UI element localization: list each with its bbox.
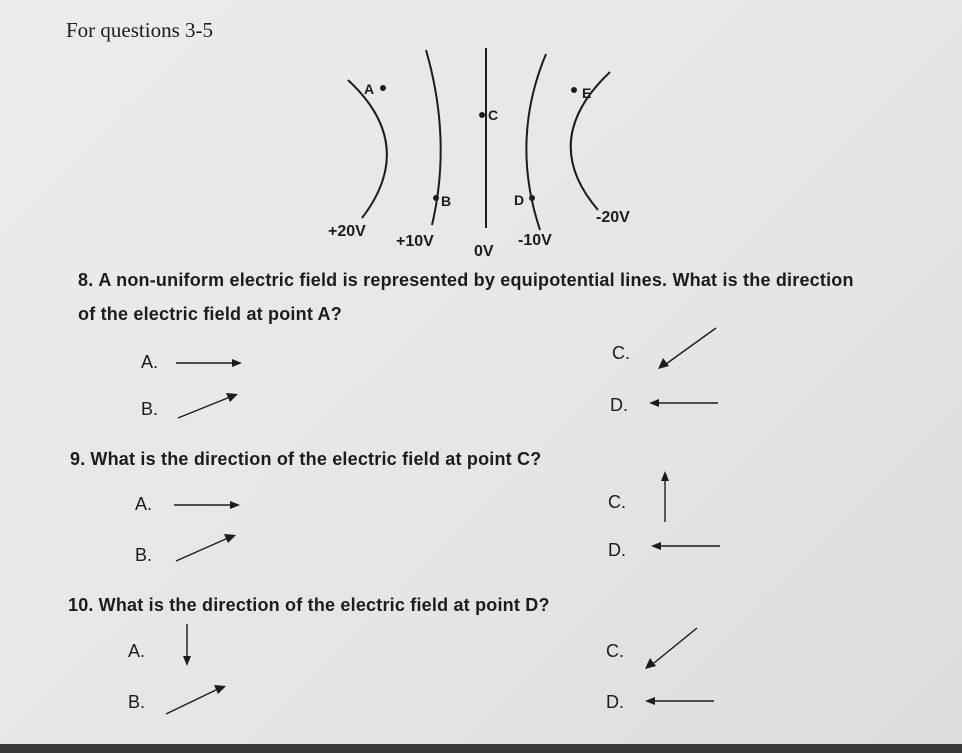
right-arrow-icon	[172, 498, 242, 512]
left-arrow-icon	[646, 396, 720, 410]
down-arrow-icon	[178, 622, 196, 668]
question-10-number: 10.	[68, 595, 94, 615]
equipotential-line-plus20	[348, 80, 387, 218]
point-b-label: B	[441, 193, 452, 209]
up-right-arrow-icon	[164, 682, 230, 716]
photo-bottom-edge	[0, 744, 962, 753]
question-8-number: 8.	[78, 270, 94, 290]
up-right-arrow-icon	[174, 531, 240, 563]
q10-option-a-label[interactable]: A.	[128, 641, 146, 661]
q10-option-d-label[interactable]: D.	[606, 692, 624, 712]
down-left-arrow-icon	[654, 326, 720, 372]
point-c-dot	[479, 112, 485, 118]
down-left-arrow-icon	[642, 626, 700, 672]
q8-option-c-label[interactable]: C.	[612, 343, 630, 363]
up-arrow-icon	[656, 468, 674, 524]
point-d-dot	[529, 195, 535, 201]
point-d-label: D	[514, 192, 525, 208]
left-arrow-icon	[642, 694, 716, 708]
point-e-dot	[571, 87, 577, 93]
q8-option-b-label[interactable]: B.	[141, 399, 159, 419]
question-10-body: What is the direction of the electric field at point D?	[98, 595, 550, 615]
potential-label-minus10: -10V	[518, 232, 552, 249]
question-9-text	[70, 449, 541, 470]
left-arrow-icon	[648, 539, 722, 553]
right-arrow-icon	[174, 356, 244, 370]
q10-option-c-label[interactable]: C.	[606, 641, 624, 661]
question-9-number: 9.	[70, 449, 86, 469]
question-8-line2: of the electric field at point A?	[78, 304, 342, 324]
point-c-label: C	[488, 107, 499, 123]
up-right-arrow-icon	[176, 390, 242, 420]
equipotential-line-minus10	[526, 54, 546, 230]
q9-option-b-label[interactable]: B.	[135, 545, 153, 565]
point-a-label: A	[364, 81, 375, 97]
section-heading: For questions 3-5	[66, 18, 213, 42]
question-10-text	[68, 595, 550, 616]
potential-label-minus20: -20V	[596, 209, 630, 226]
q9-option-c-label[interactable]: C.	[608, 492, 626, 512]
q10-option-b-label[interactable]: B.	[128, 692, 146, 712]
q9-option-a-label[interactable]: A.	[135, 494, 153, 514]
point-b-dot	[433, 195, 439, 201]
question-8-text	[78, 270, 854, 291]
question-9-body: What is the direction of the electric field at point C?	[90, 449, 542, 469]
potential-label-plus20: +20V	[328, 223, 366, 240]
q8-option-a-label[interactable]: A.	[141, 352, 159, 372]
q9-option-d-label[interactable]: D.	[608, 540, 626, 560]
potential-label-0: 0V	[474, 243, 494, 260]
equipotential-diagram	[300, 40, 660, 275]
question-8-line1: A non-uniform electric field is represented by equipotential lines. What is the direction	[98, 270, 854, 290]
potential-label-plus10: +10V	[396, 233, 434, 250]
q8-option-d-label[interactable]: D.	[610, 395, 628, 415]
point-a-dot	[380, 85, 386, 91]
point-e-label: E	[582, 85, 592, 101]
